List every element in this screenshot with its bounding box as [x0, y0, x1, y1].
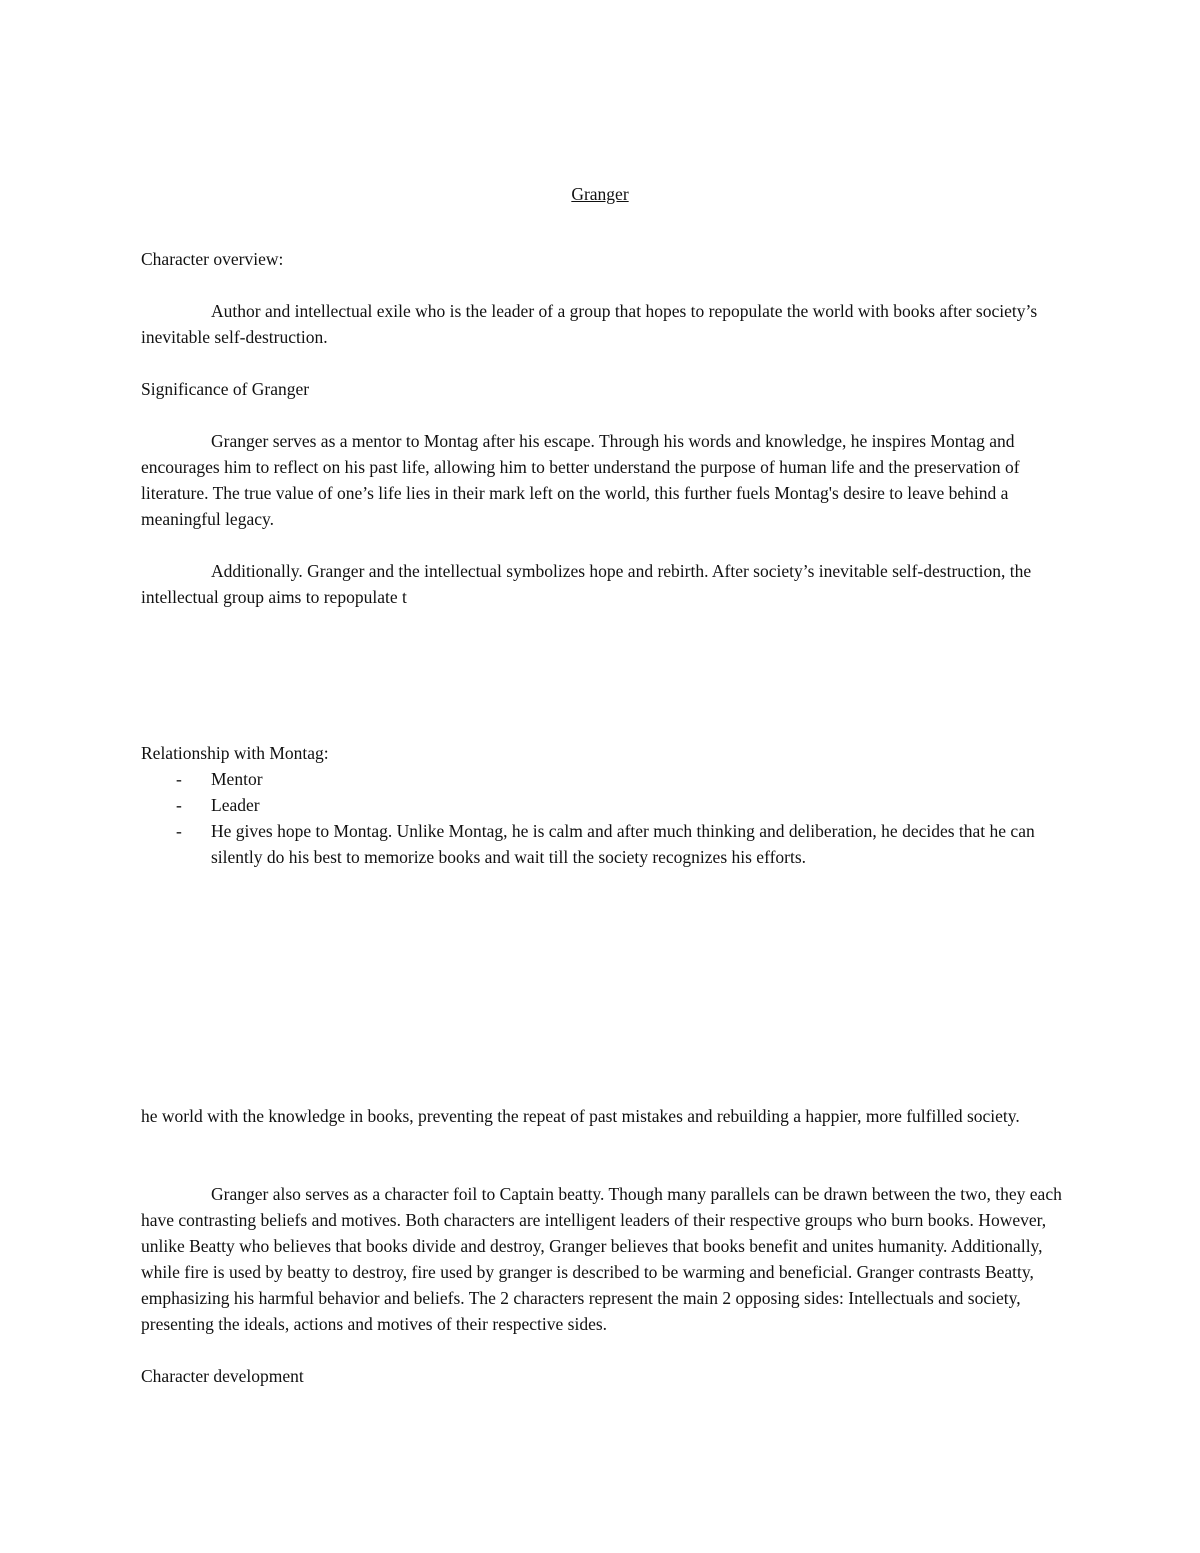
list-item [141, 766, 1066, 792]
significance-paragraph-1: Granger serves as a mentor to Montag after his escape. Through his words and knowledge, he inspires Montag and encourages him to reflect on his past life, allowing him to better understand the purpose of human life and the preservation of literature. The true value of one’s life lies in their mark left on the world, this further fuels Montag's desire to leave behind a meaningful legacy. [141, 431, 1020, 529]
list-bullet: - [176, 821, 182, 841]
list-item [141, 818, 1066, 870]
foil-paragraph: Granger also serves as a character foil to Captain beatty. Though many parallels can be drawn between the two, they each have contrasting beliefs and motives. Both characters are intelligent leaders of their respective groups who burn books. However, unlike Beatty who believes that books divide and destroy, Granger believes that books benefit and unites humanity. Additionally, while fire is used by beatty to destroy, fire used by granger is described to be warming and beneficial. Granger contrasts Beatty, emphasizing his harmful behavior and beliefs. The 2 characters represent the main 2 opposing sides: Intellectuals and society, presenting the ideals, actions and motives of their respective sides. [141, 1184, 1062, 1334]
relationship-heading: Relationship with Montag: [141, 743, 329, 763]
development-heading: Character development [141, 1366, 304, 1386]
continuation-paragraph: he world with the knowledge in books, preventing the repeat of past mistakes and rebuilding a happier, more fulfilled society. [141, 1106, 1020, 1126]
overview-heading: Character overview: [141, 249, 284, 269]
list-bullet: - [176, 795, 182, 815]
document-title: Granger [571, 184, 629, 204]
relationship-list [141, 766, 1066, 870]
list-item-text: He gives hope to Montag. Unlike Montag, he is calm and after much thinking and deliberation, he decides that he can silently do his best to memorize books and wait till the society recognizes his efforts. [211, 821, 1035, 867]
significance-paragraph-2: Additionally. Granger and the intellectual symbolizes hope and rebirth. After society’s inevitable self-destruction, the intellectual group aims to repopulate t [141, 561, 1032, 607]
overview-paragraph: Author and intellectual exile who is the leader of a group that hopes to repopulate the world with books after society’s inevitable self-destruction. [141, 301, 1038, 347]
list-item-text: Mentor [211, 769, 263, 789]
list-bullet: - [176, 769, 182, 789]
significance-heading: Significance of Granger [141, 379, 310, 399]
list-item [141, 792, 1066, 818]
list-item-text: Leader [211, 795, 260, 815]
